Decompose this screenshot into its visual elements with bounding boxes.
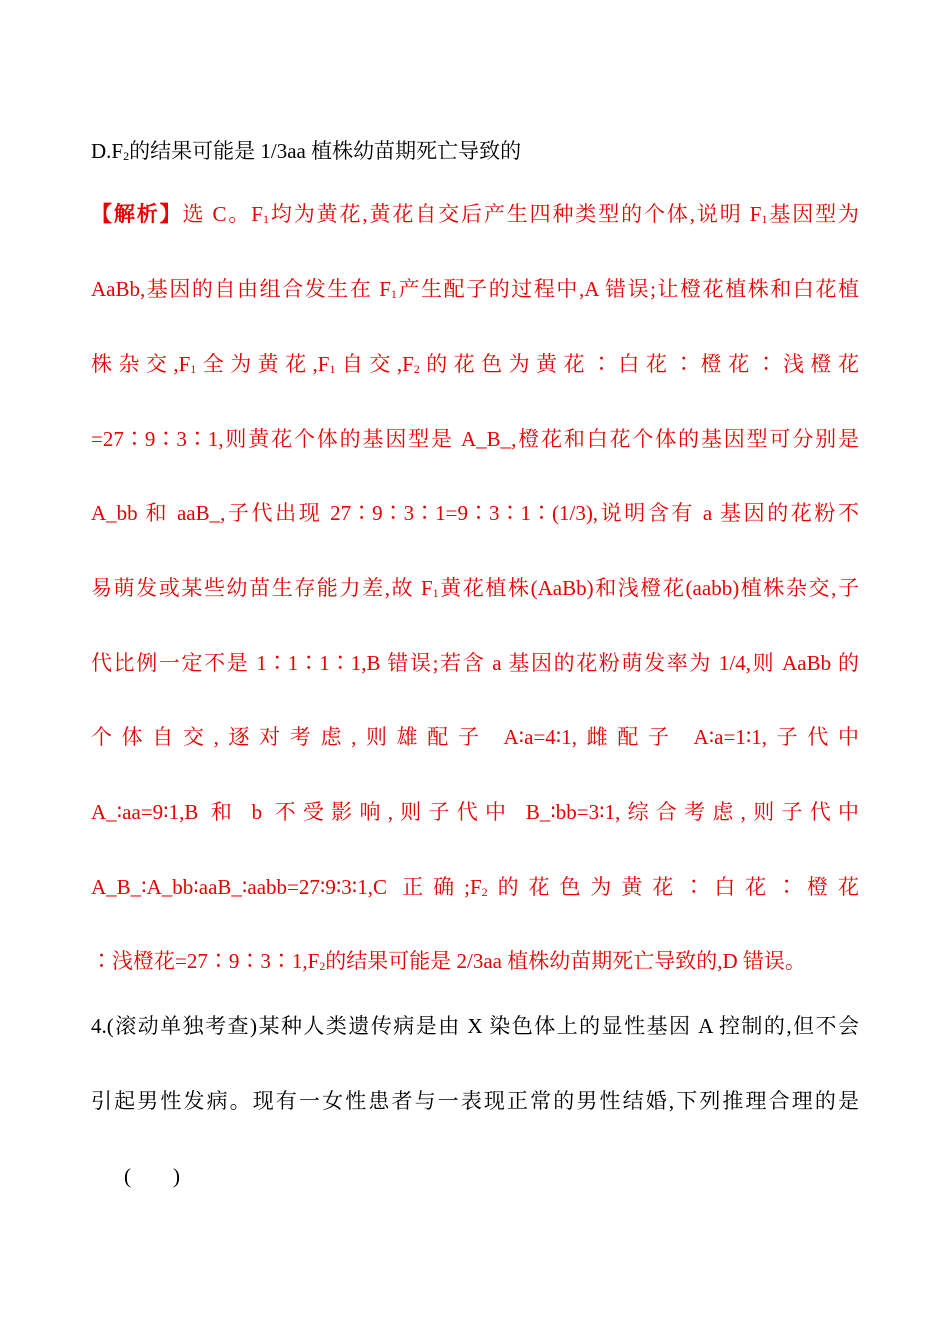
option-d: $D.F_2$的结果可能是 1/3aa 植株幼苗期死亡导致的: [91, 139, 522, 163]
analysis-line-1: 【解析】选 C。$F_1$均为黄花,黄花自交后产生四种类型的个体,说明 $F_1$基因型为: [91, 202, 859, 226]
analysis-line-3: 株杂交$,F_1$全为黄花$,F_1$自交$,F_2$的花色为黄花∶白花∶橙花∶浅橙花: [91, 352, 860, 376]
analysis-line-5: A_bb 和 aaB_,子代出现 27∶9∶3∶1=9∶3∶1∶(1/3),说明含有 a 基因的花粉不: [91, 501, 859, 525]
analysis-line-10: A_B_∶A_bb∶aaB_∶aabb=27∶9∶3∶1,C 正确$;F_2$的花色为黄花∶白花∶橙花: [91, 875, 859, 899]
analysis-line-6: 易萌发或某些幼苗生存能力差,故 $F_1$黄花植株(AaBb)和浅橙花(aabb)植株杂交,子: [91, 576, 859, 600]
analysis-line-8: 个体自交,逐对考虑,则雄配子 A∶a=4∶1,雌配子 A∶a=1∶1,子代中: [91, 725, 859, 749]
question-4-line-1: 4.(滚动单独考查)某种人类遗传病是由 X 染色体上的显性基因 A 控制的,但不会: [91, 1014, 859, 1038]
question-4-line-2: 引起男性发病。现有一女性患者与一表现正常的男性结婚,下列推理合理的是: [91, 1089, 859, 1113]
analysis-line-11: ∶浅橙花$=27∶9∶3∶1,F_2$的结果可能是 2/3aa 植株幼苗期死亡导致的,D 错误。: [91, 949, 806, 973]
analysis-line-2: AaBb,基因的自由组合发生在 $F_1$产生配子的过程中,A 错误;让橙花植株和白花植: [91, 277, 860, 301]
analysis-line-9: A_∶aa=9∶1,B 和 b 不受影响,则子代中 B_∶bb=3∶1,综合考虑,则子代中: [91, 800, 859, 824]
analysis-line-7: 代比例一定不是 1∶1∶1∶1,B 错误;若含 a 基因的花粉萌发率为 1/4,则 AaBb 的: [91, 651, 859, 675]
analysis-tag: 【解析】: [91, 202, 183, 226]
analysis-line-4: =27∶9∶3∶1,则黄花个体的基因型是 A_B_,橙花和白花个体的基因型可分别是: [91, 427, 859, 451]
answer-blank: ( ): [124, 1164, 180, 1188]
